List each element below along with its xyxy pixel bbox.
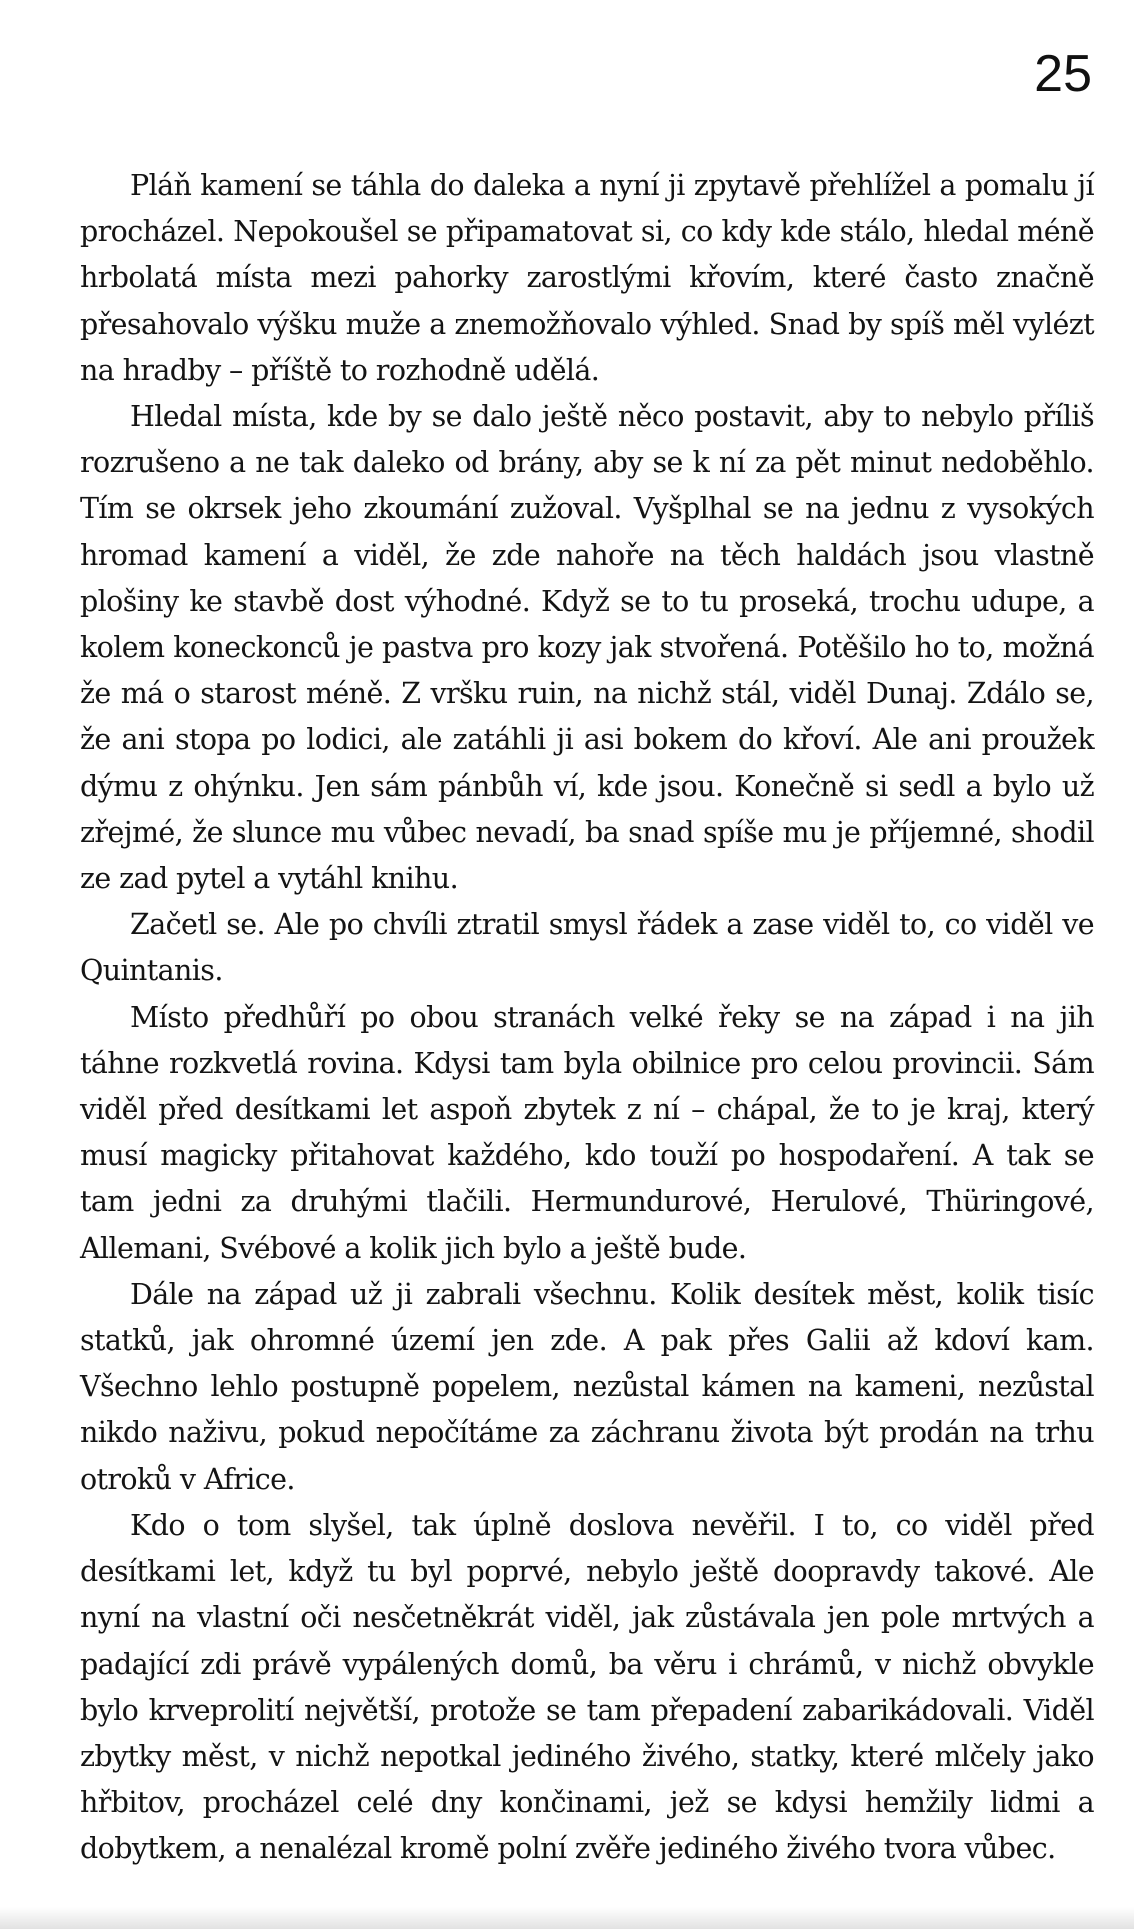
paragraph-4: Místo předhůří po obou stranách velké řeky se na západ i na jih táhne rozkvetlá rovina. Kdysi tam byla obilnice pro celou provincii. Sám viděl před desítkami let aspoň zbytek z ní – chápal, že to je kraj, který musí magicky přitahovat každého, kdo touží po hospodaření. A tak se tam jedni za druhými tlačili. Hermundurové, Herulové, Thüringové, Allemani, Svébové a kolik jich bylo a ještě bude.: [80, 1000, 1094, 1265]
paragraph-3: Začetl se. Ale po chvíli ztratil smysl řádek a zase viděl to, co viděl ve Quintanis.: [80, 908, 1094, 988]
paragraph-5: Dále na západ už ji zabrali všechnu. Kolik desítek měst, kolik tisíc statků, jak ohromné území jen zde. A pak přes Galii až kdoví kam. Všechno lehlo postupně popelem, nezůstal kámen na kameni, nezůstal nikdo naživu, pokud nepočítáme za záchranu života být prodán na trhu otroků v Africe.: [80, 1277, 1094, 1496]
page-bottom-edge: [0, 1907, 1134, 1929]
paragraph-2: Hledal místa, kde by se dalo ještě něco postavit, aby to nebylo příliš rozrušeno a ne tak daleko od brány, aby se k ní za pět minut nedoběhlo. Tím se okrsek jeho zkoumání zužoval. Vyšplhal se na jednu z vysokých hromad kamení a viděl, že zde nahoře na těch haldách jsou vlastně plošiny ke stavbě dost výhodné. Když se to tu proseká, trochu udupe, a kolem koneckonců je pastva pro kozy jak stvořená. Potěšilo ho to, možná že má o starost méně. Z vršku ruin, na nichž stál, viděl Dunaj. Zdálo se, že ani stopa po lodici, ale zatáhli ji asi bokem do křoví. Ale ani proužek dýmu z ohýnku. Jen sám pánbůh ví, kde jsou. Konečně si sedl a bylo už zřejmé, že slunce mu vůbec nevadí, ba snad spíše mu je příjemné, shodil ze zad pytel a vytáhl knihu.: [80, 400, 1094, 896]
body-text: [80, 163, 1094, 1873]
paragraph-6: Kdo o tom slyšel, tak úplně doslova nevěřil. I to, co viděl před desítkami let, když tu byl poprvé, nebylo ještě doopravdy takové. Ale nyní na vlastní oči nesčetněkrát viděl, jak zůstávala jen pole mrtvých a padající zdi právě vypálených domů, ba věru i chrámů, v nichž obvykle bylo krveprolití největší, protože se tam přepadení zabarikádovali. Viděl zbytky měst, v nichž nepotkal jediného živého, statky, které mlčely jako hřbitov, procházel celé dny končinami, jež se kdysi hemžily lidmi a dobytkem, a nenalézal kromě polní zvěře jediného živého tvora vůbec.: [80, 1508, 1094, 1866]
paragraph-1: Pláň kamení se táhla do daleka a nyní ji zpytavě přehlížel a pomalu jí procházel. Nepokoušel se připamatovat si, co kdy kde stálo, hledal méně hrbolatá místa mezi pahorky zarostlými křovím, které často značně přesahovalo výšku muže a znemožňovalo výhled. Snad by spíš měl vylézt na hradby – příště to rozhodně udělá.: [80, 169, 1094, 387]
page-number: 25: [1034, 45, 1092, 103]
